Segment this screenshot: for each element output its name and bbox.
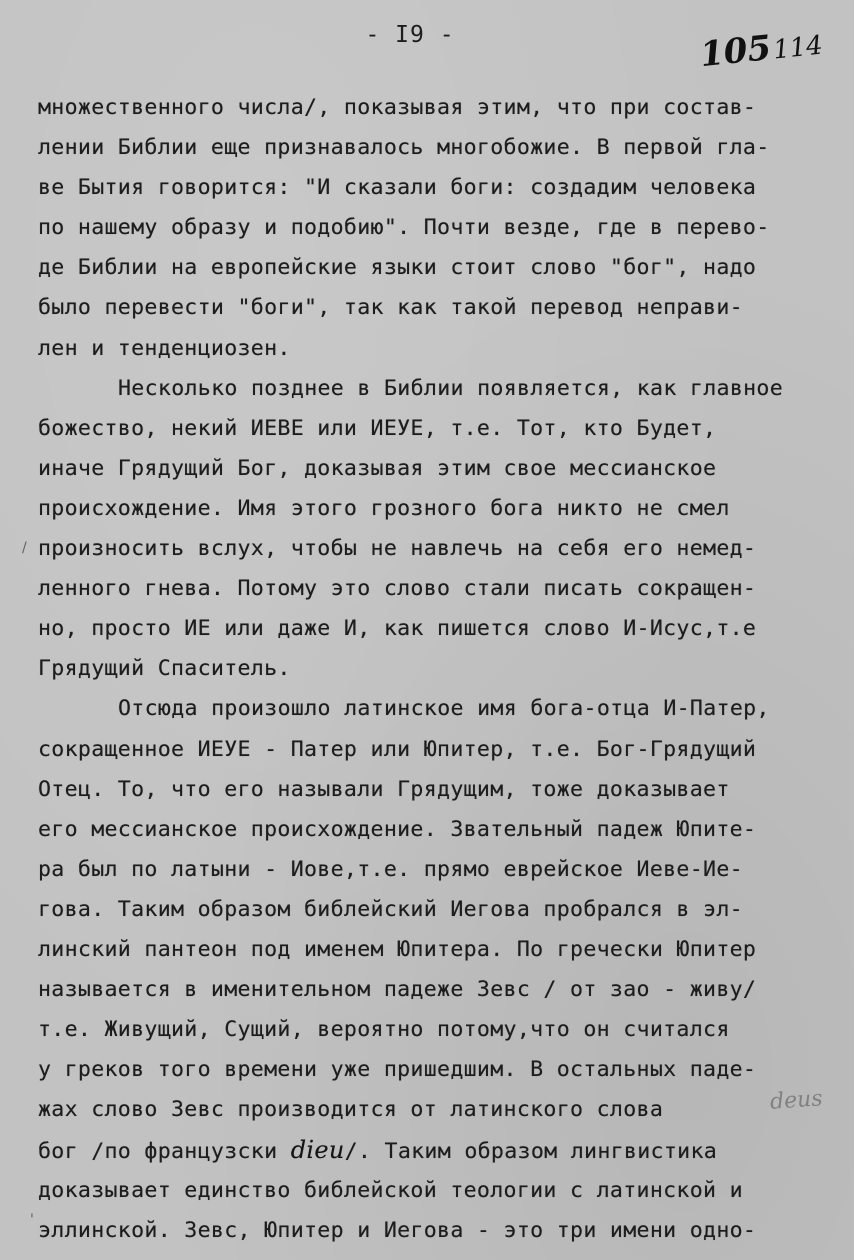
text-line: де Библии на европейские языки стоит слово "бог", надо [38, 255, 757, 281]
text-line: жах слово Зевс производится от латинского слова [38, 1097, 664, 1123]
text-line: сокращенное ИЕУЕ - Патер или Юпитер, т.е. Бог-Грядущий [38, 736, 757, 762]
margin-tick-mark: / [22, 540, 27, 556]
text-line: божество, некий ИЕВЕ или ИЕУЕ, т.е. Тот, кто Будет, [38, 415, 717, 441]
text-line: у греков того времени уже пришедшим. В остальных паде- [38, 1057, 757, 1083]
text-line: произносить вслух, чтобы не навлечь на себя его немед- [38, 536, 757, 562]
page-number: - I9 - [365, 22, 455, 48]
text-line: Отсюда произошло латинское имя бога-отца И-Патер, [118, 696, 770, 722]
text-line: множественного числа/, показывая этим, что при состав- [38, 95, 757, 120]
text-line: ра был по латыни - Иове,т.е. прямо еврейское Иеве-Ие- [38, 856, 743, 882]
text-line: называется в именительном падеже Зевс / от зао - живу/ [38, 977, 757, 1003]
text-line: происхождение. Имя этого грозного бога никто не смел [38, 495, 730, 521]
text-line: было перевести "боги", так как такой перевод неправи- [38, 295, 743, 321]
handwritten-word: dieu [290, 1136, 345, 1165]
archive-number-primary: 105 [698, 28, 774, 76]
text-line-with-handwriting [38, 1130, 854, 1170]
text-line: Отец. То, что его называли Грядущим, тоже доказывает [38, 776, 730, 802]
text-line: эллинской. Зевс, Юпитер и Иегова - это три имени одно- [38, 1217, 757, 1243]
paragraph-1 [38, 88, 854, 369]
text-line: гова. Таким образом библейский Иегова пробрался в эл- [38, 896, 743, 922]
text-line: по нашему образу и подобию". Почти везде, где в перево- [38, 215, 770, 241]
text-line: ленного гнева. Потому это слово стали писать сокращен- [38, 576, 757, 602]
archive-number-secondary: 114 [771, 30, 825, 66]
text-line: ве Бытия говорится: "И сказали боги: создадим человека [38, 175, 757, 201]
text-line: его мессианское происхождение. Звательный падеж Юпите- [38, 816, 757, 842]
text-line: доказывает единство библейской теологии с латинской и [38, 1177, 743, 1203]
paragraph-3 [38, 689, 854, 1250]
paragraph-2 [38, 369, 854, 690]
document-body [38, 88, 854, 1251]
text-line: лении Библии еще признавалось многобожие. В первой гла- [38, 135, 770, 161]
text-line: иначе Грядущий Бог, доказывая этим свое мессианское [38, 455, 717, 481]
text-line: лен и тенденциозен. [38, 335, 291, 361]
text-fragment: /. Таким образом лингвистика [344, 1139, 718, 1165]
text-line: но, просто ИЕ или даже И, как пишется слово И-Исус,т.е [38, 616, 757, 642]
faint-margin-note: deus [769, 1086, 824, 1115]
text-line: Несколько позднее в Библии появляется, как главное [118, 375, 784, 401]
text-line: линский пантеон под именем Юпитера. По гречески Юпитер [38, 936, 757, 962]
margin-tick-mark: ' [30, 1212, 34, 1228]
text-line: т.е. Живущий, Сущий, вероятно потому,что он считался [38, 1017, 730, 1043]
text-fragment: бог /по французски [38, 1139, 291, 1165]
text-line: Грядущий Спаситель. [38, 656, 291, 682]
